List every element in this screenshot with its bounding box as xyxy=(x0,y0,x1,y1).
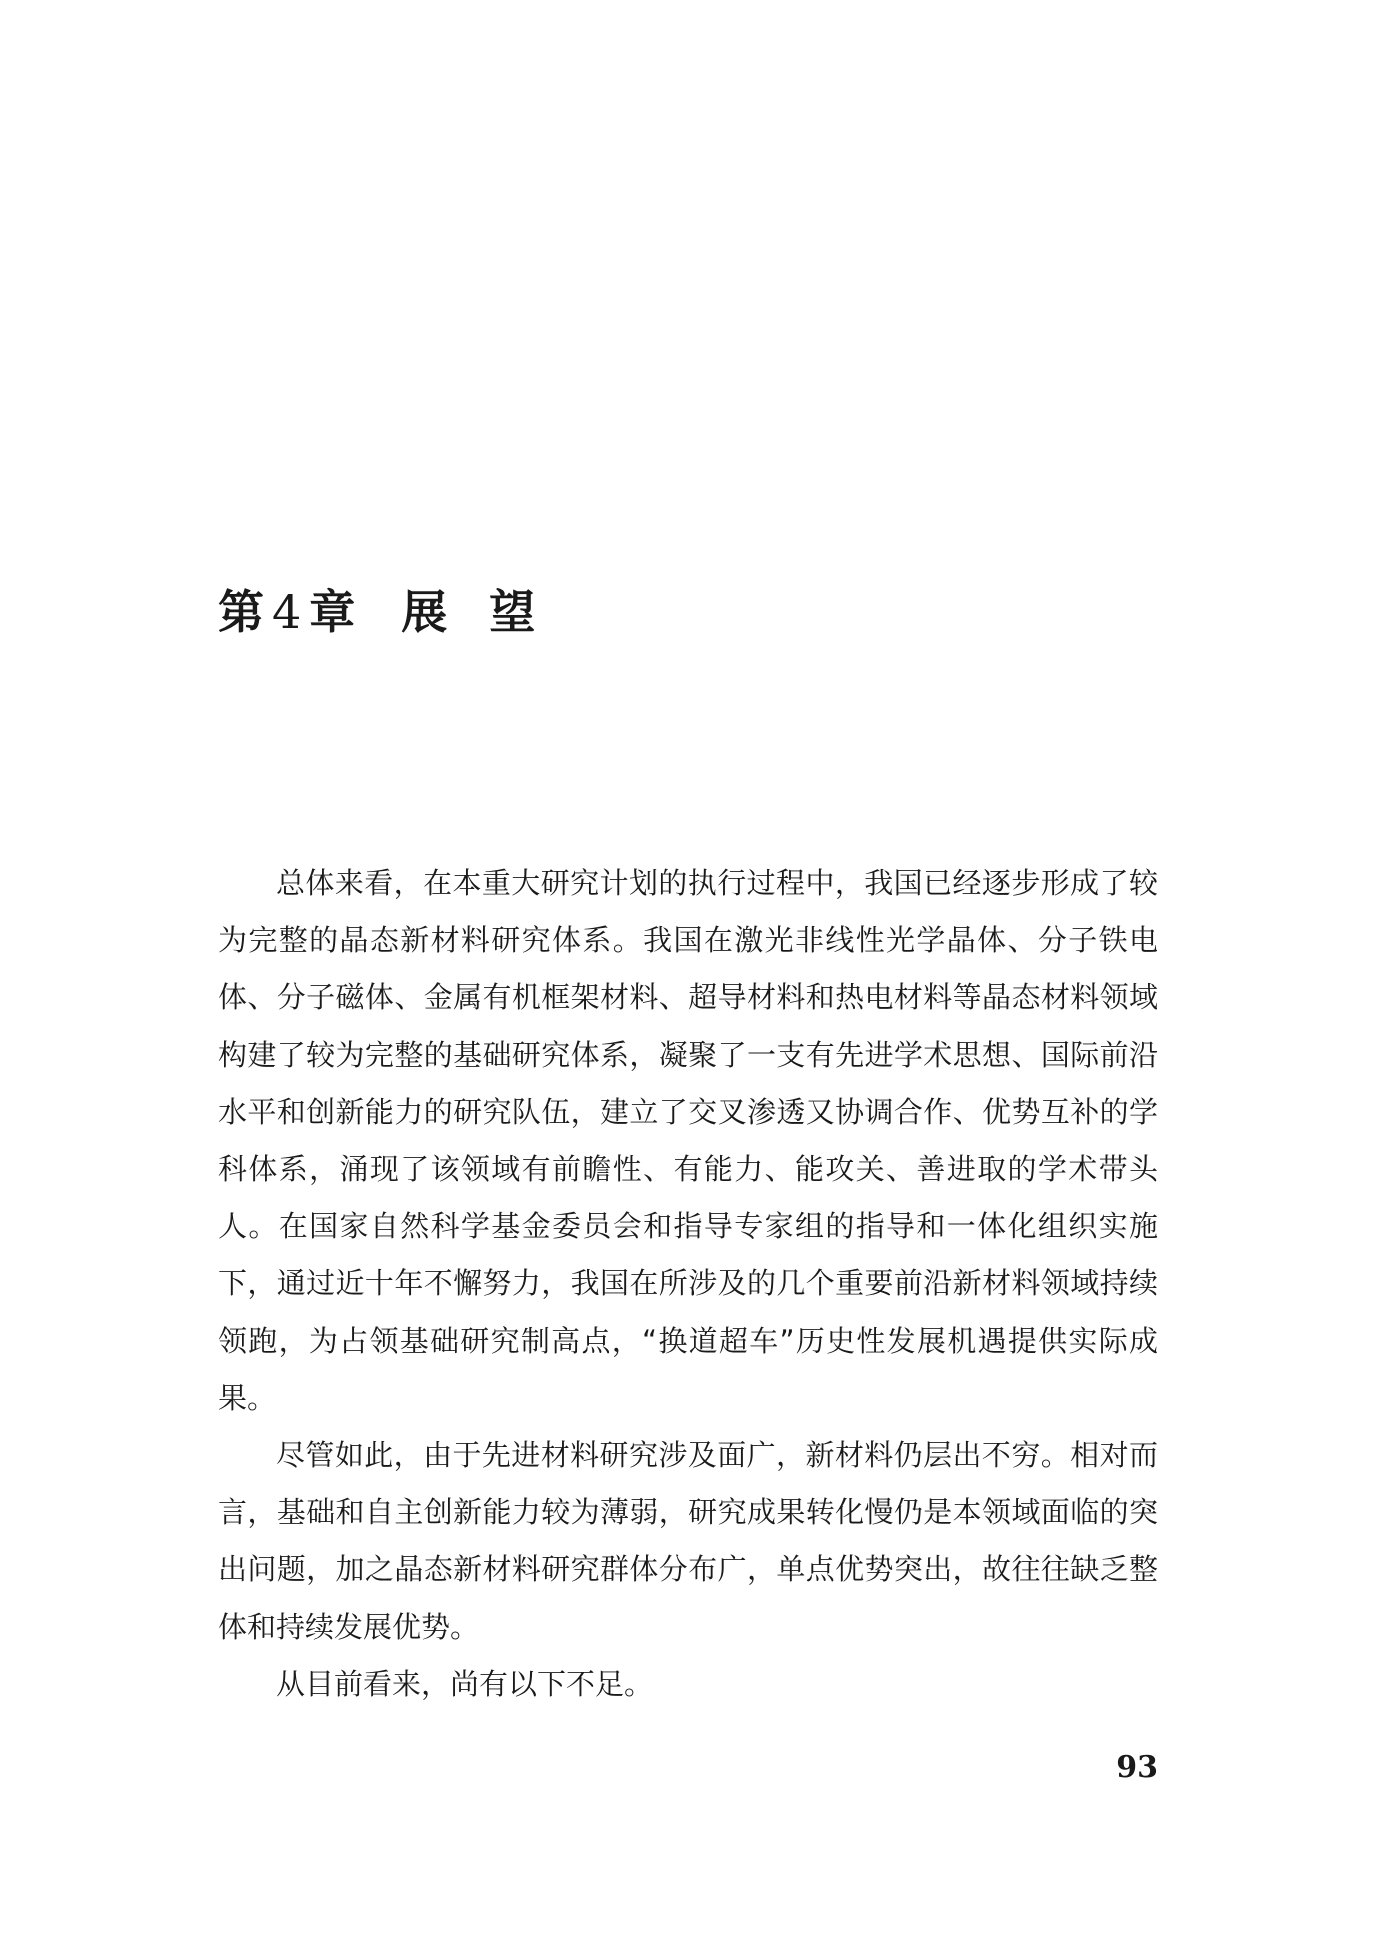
paragraph-challenges: 尽管如此，由于先进材料研究涉及面广，新材料仍层出不穷。相对而言，基础和自主创新能力较为薄弱，研究成果转化慢仍是本领域面临的突出问题，加之晶态新材料研究群体分布广，单点优势突出，故往往缺乏整体和持续发展优势。 xyxy=(218,1438,1158,1644)
chapter-number: 4 xyxy=(272,585,302,639)
chapter-title-char-2: 望 xyxy=(489,585,536,639)
chapter-title-char-1: 展 xyxy=(401,585,448,639)
body-text xyxy=(218,855,1158,1713)
chapter-title xyxy=(218,575,535,649)
paragraph-shortcomings: 从目前看来，尚有以下不足。 xyxy=(276,1666,654,1701)
chapter-prefix: 第 xyxy=(218,585,264,639)
chapter-suffix: 章 xyxy=(309,585,356,639)
page-number: 93 xyxy=(1116,1750,1158,1785)
paragraph-overview: 总体来看，在本重大研究计划的执行过程中，我国已经逐步形成了较为完整的晶态新材料研究体系。我国在激光非线性光学晶体、分子铁电体、分子磁体、金属有机框架材料、超导材料和热电材料等晶态材料领域构建了较为完整的基础研究体系，凝聚了一支有先进学术思想、国际前沿水平和创新能力的研究队伍，建立了交叉渗透又协调合作、优势互补的学科体系，涌现了该领域有前瞻性、有能力、能攻关、善进取的学术带头人。在国家自然科学基金委员会和指导专家组的指导和一体化组织实施下，通过近十年不懈努力，我国在所涉及的几个重要前沿新材料领域持续领跑，为占领基础研究制高点，“换道超车”历史性发展机遇提供实际成果。 xyxy=(218,866,1158,1415)
